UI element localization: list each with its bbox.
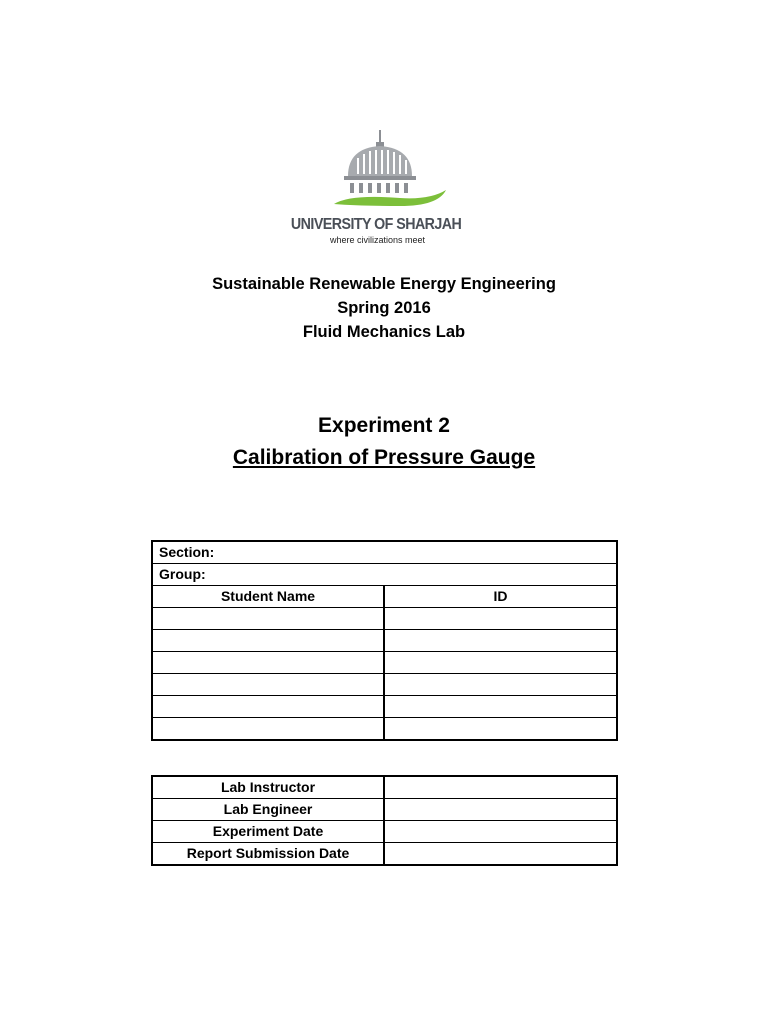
student-name-cell[interactable] xyxy=(152,652,384,674)
lab-info-table xyxy=(151,775,618,866)
section-field[interactable]: Section: xyxy=(152,541,617,564)
experiment-date-label: Experiment Date xyxy=(152,821,384,843)
report-submission-date-value[interactable] xyxy=(384,843,617,866)
semester: Spring 2016 xyxy=(337,299,431,317)
report-submission-date-label: Report Submission Date xyxy=(152,843,384,866)
student-id-cell[interactable] xyxy=(384,696,617,718)
info-row xyxy=(152,799,617,821)
table-row xyxy=(152,696,617,718)
university-name: UNIVERSITY OF SHARJAH xyxy=(290,216,462,233)
student-name-cell[interactable] xyxy=(152,674,384,696)
university-logo xyxy=(290,128,480,250)
table-row xyxy=(152,630,617,652)
student-id-cell[interactable] xyxy=(384,718,617,741)
student-id-cell[interactable] xyxy=(384,652,617,674)
table-row xyxy=(152,718,617,741)
table-header-row xyxy=(152,586,617,608)
course-header xyxy=(0,272,768,344)
group-table xyxy=(151,540,618,741)
group-row xyxy=(152,564,617,586)
id-header: ID xyxy=(384,586,617,608)
student-name-cell[interactable] xyxy=(152,630,384,652)
program-name: Sustainable Renewable Energy Engineering xyxy=(212,275,556,293)
student-name-cell[interactable] xyxy=(152,608,384,630)
student-id-cell[interactable] xyxy=(384,630,617,652)
section-row xyxy=(152,541,617,564)
lab-instructor-value[interactable] xyxy=(384,776,617,799)
table-row xyxy=(152,652,617,674)
lab-engineer-value[interactable] xyxy=(384,799,617,821)
student-name-cell[interactable] xyxy=(152,718,384,741)
table-row xyxy=(152,674,617,696)
lab-instructor-label: Lab Instructor xyxy=(152,776,384,799)
experiment-title: Calibration of Pressure Gauge xyxy=(232,446,536,469)
info-row xyxy=(152,776,617,799)
lab-engineer-label: Lab Engineer xyxy=(152,799,384,821)
student-id-cell[interactable] xyxy=(384,608,617,630)
student-id-cell[interactable] xyxy=(384,674,617,696)
student-name-cell[interactable] xyxy=(152,696,384,718)
student-name-header: Student Name xyxy=(152,586,384,608)
info-row xyxy=(152,821,617,843)
experiment-heading xyxy=(0,410,768,474)
university-tagline: where civilizations meet xyxy=(330,235,426,245)
lab-name: Fluid Mechanics Lab xyxy=(302,323,466,341)
experiment-number: Experiment 2 xyxy=(318,414,450,437)
table-row xyxy=(152,608,617,630)
group-field[interactable]: Group: xyxy=(152,564,617,586)
info-row xyxy=(152,843,617,866)
dome-icon xyxy=(290,128,480,218)
experiment-date-value[interactable] xyxy=(384,821,617,843)
